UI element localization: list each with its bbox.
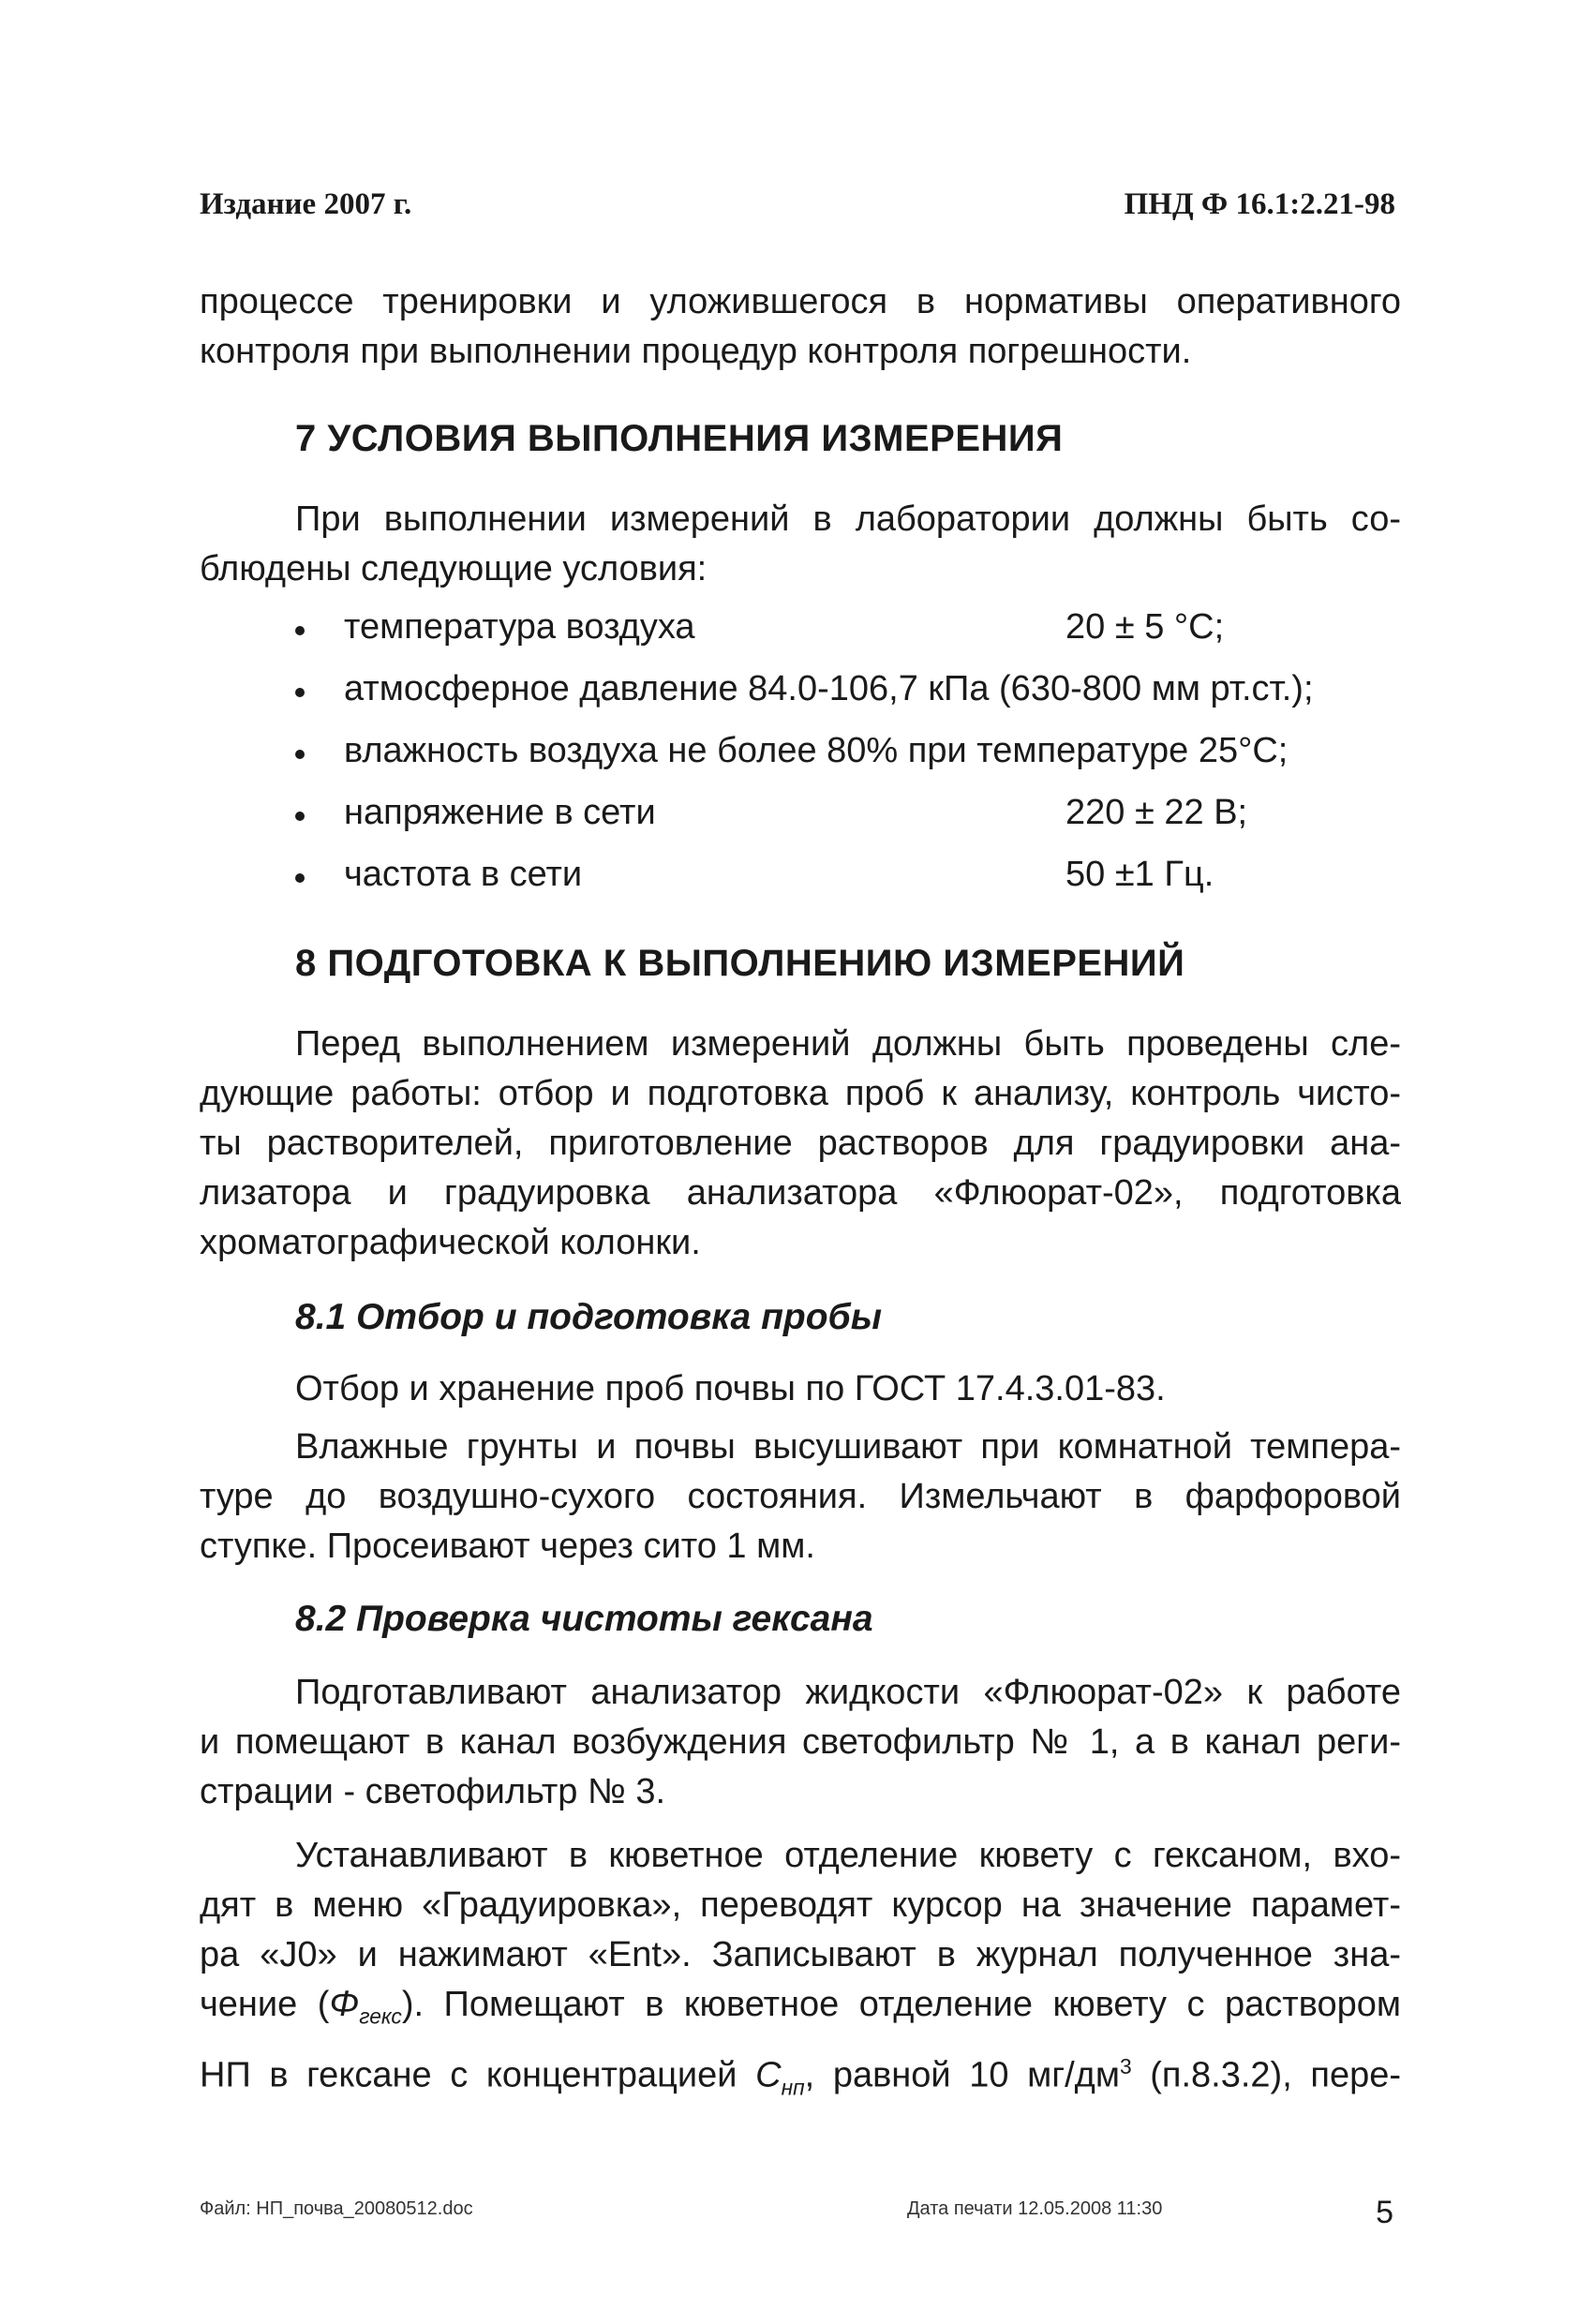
text-line: и помещают в канал возбуждения светофильтр № 1, а в канал реги-	[200, 1722, 1401, 1762]
text-line: Устанавливают в кюветное отделение кювету с гексаном, вхо-	[295, 1836, 1401, 1875]
text-fragment: чение (	[200, 1985, 330, 2024]
section-8-2-paragraph-2	[200, 1831, 1401, 2112]
condition-value: 220 ± 22 В;	[1065, 793, 1248, 832]
condition-label: влажность воздуха не более 80% при температуре 25°С;	[344, 731, 1289, 770]
footer-file-name: Файл: НП_почва_20080512.doc	[200, 2198, 473, 2219]
condition-label: атмосферное давление 84.0-106,7 кПа (630-800 мм рт.ст.);	[344, 669, 1314, 708]
text-fragment: НП в гексане с концентрацией	[200, 2055, 756, 2095]
section-8-2-heading: 8.2 Проверка чистоты гексана	[295, 1599, 873, 1639]
text-line: ступке. Просеивают через сито 1 мм.	[200, 1527, 815, 1566]
subscript-np: нп	[781, 2074, 805, 2099]
condition-label: температура воздуха	[344, 607, 695, 647]
section-7-paragraph	[200, 495, 1401, 594]
text-line	[200, 1980, 1401, 2042]
text-line: процессе тренировки и уложившегося в нормативы оперативного	[200, 282, 1401, 321]
list-item	[295, 731, 1401, 793]
text-line: дят в меню «Градуировка», переводят курсор на значение парамет-	[200, 1885, 1401, 1925]
text-line: лизатора и градуировка анализатора «Флюорат-02», подготовка	[200, 1173, 1401, 1213]
conditions-list	[295, 607, 1401, 916]
page-number: 5	[1376, 2195, 1393, 2230]
intro-paragraph	[200, 277, 1401, 377]
list-item	[295, 855, 1401, 916]
subscript-hex: гекс	[359, 2004, 402, 2029]
text-line: страции - светофильтр № 3.	[200, 1772, 666, 1811]
section-8-1-paragraph-2	[200, 1423, 1401, 1572]
bullet-icon	[295, 750, 305, 759]
text-line: ты растворителей, приготовление растворов для градуировки ана-	[200, 1124, 1401, 1163]
text-line: ра «J0» и нажимают «Ent». Записывают в журнал полученное зна-	[200, 1935, 1401, 1974]
text-line: хроматографической колонки.	[200, 1223, 701, 1262]
section-8-heading: 8 ПОДГОТОВКА К ВЫПОЛНЕНИЮ ИЗМЕРЕНИЙ	[295, 943, 1185, 984]
section-7-heading: 7 УСЛОВИЯ ВЫПОЛНЕНИЯ ИЗМЕРЕНИЯ	[295, 418, 1064, 459]
section-8-1-paragraph-1	[200, 1364, 1401, 1414]
section-8-2-paragraph-1	[200, 1668, 1401, 1817]
text-line: При выполнении измерений в лаборатории должны быть со-	[295, 499, 1401, 539]
condition-value: 20 ± 5 °С;	[1065, 607, 1225, 647]
list-item	[295, 669, 1401, 731]
text-line: Отбор и хранение проб почвы по ГОСТ 17.4.3.01-83.	[295, 1369, 1166, 1408]
condition-label: частота в сети	[344, 855, 583, 894]
section-8-paragraph	[200, 1020, 1401, 1268]
document-code: ПНД Ф 16.1:2.21-98	[1124, 187, 1395, 221]
text-line: контроля при выполнении процедур контроля погрешности.	[200, 332, 1192, 371]
text-fragment: (п.8.3.2), пере-	[1131, 2055, 1402, 2095]
text-line: Влажные грунты и почвы высушивают при комнатной темпера-	[295, 1427, 1401, 1467]
text-fragment: ). Помещают в кюветное отделение кювету с раствором	[401, 1985, 1401, 2024]
text-fragment: , равной 10 мг/дм	[804, 2055, 1120, 2095]
bullet-icon	[295, 688, 305, 697]
text-line: Перед выполнением измерений должны быть проведены сле-	[295, 1024, 1401, 1064]
symbol-phi: Φ	[329, 1985, 360, 2024]
bullet-icon	[295, 626, 305, 635]
bullet-icon	[295, 873, 305, 883]
edition-label: Издание 2007 г.	[200, 187, 412, 221]
footer-print-date: Дата печати 12.05.2008 11:30	[907, 2198, 1163, 2219]
text-line: блюдены следующие условия:	[200, 549, 708, 588]
text-line	[200, 2042, 1401, 2112]
superscript-3: 3	[1119, 2053, 1132, 2078]
section-8-1-heading: 8.1 Отбор и подготовка пробы	[295, 1297, 882, 1337]
bullet-icon	[295, 812, 305, 821]
text-line: туре до воздушно-сухого состояния. Измельчают в фарфоровой	[200, 1477, 1401, 1516]
text-line: дующие работы: отбор и подготовка проб к анализу, контроль чисто-	[200, 1074, 1401, 1113]
condition-label: напряжение в сети	[344, 793, 656, 832]
list-item	[295, 607, 1401, 669]
condition-value: 50 ±1 Гц.	[1065, 855, 1214, 894]
symbol-concentration: С	[755, 2055, 782, 2095]
text-line: Подготавливают анализатор жидкости «Флюорат-02» к работе	[295, 1673, 1401, 1712]
list-item	[295, 793, 1401, 855]
